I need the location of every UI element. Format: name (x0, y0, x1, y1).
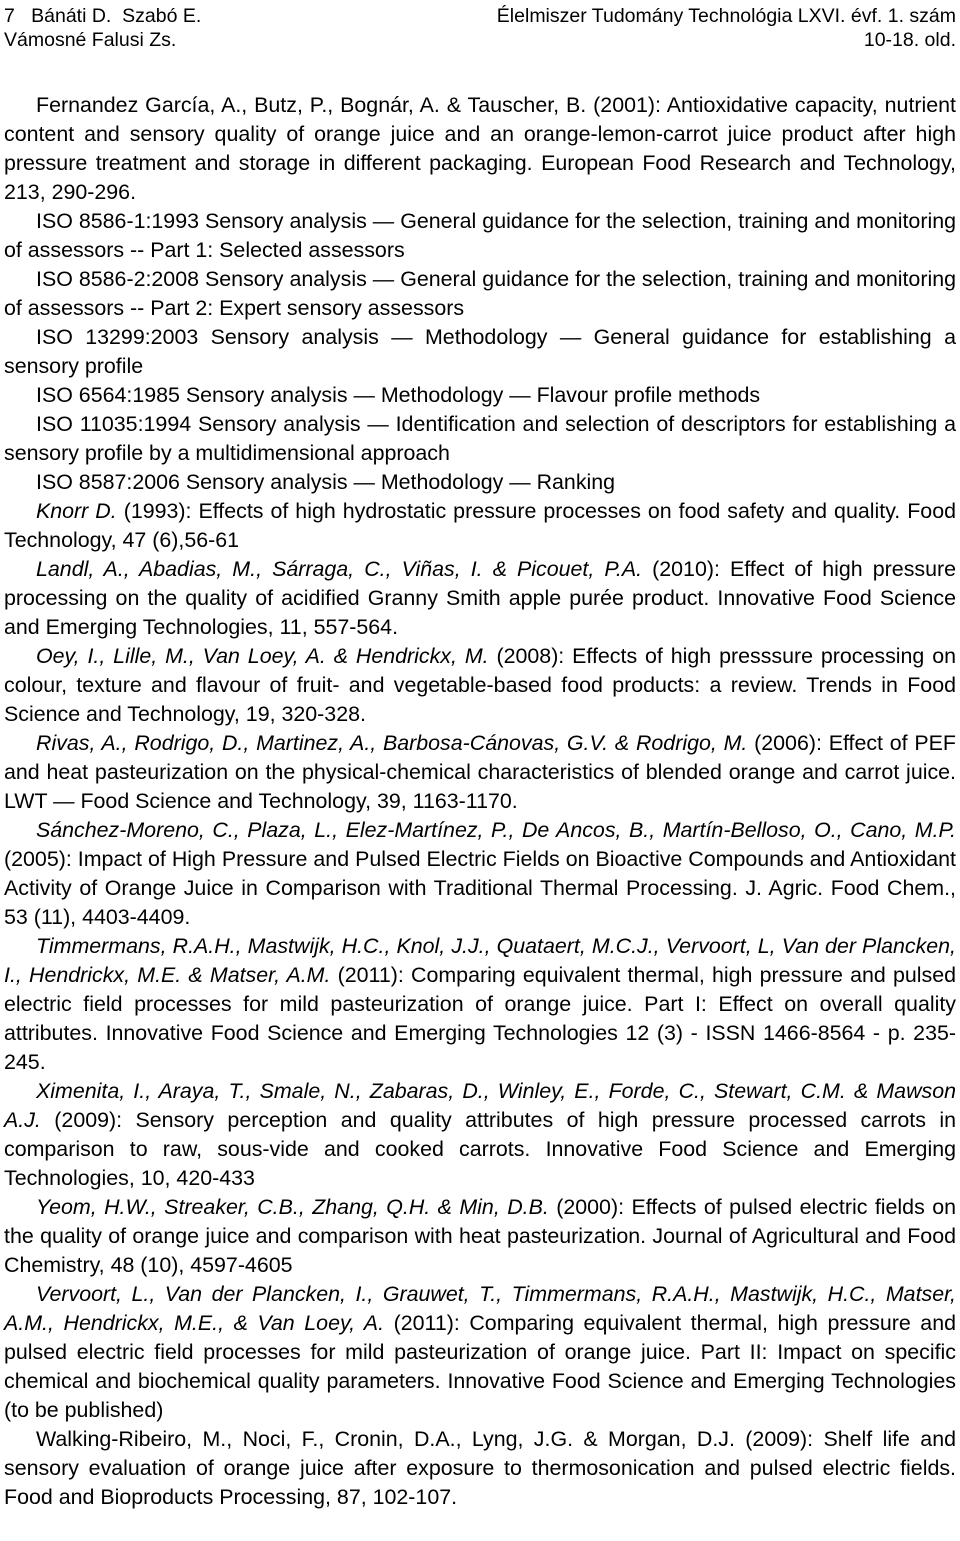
reference-text: (2000): Effects of pulsed electric fields on the quality of orange juice and comparison with heat pasteurization. Journal of Agricultural and Food Chemistry, 48 (10), 4597-4605 (4, 1195, 956, 1277)
reference-item (4, 468, 956, 497)
reference-authors: Yeom, H.W., Streaker, C.B., Zhang, Q.H. & Min, D.B. (36, 1195, 549, 1219)
reference-text: ISO 11035:1994 Sensory analysis — Identification and selection of descriptors for establishing a sensory profile by a multidimensional approach (4, 412, 956, 465)
reference-text: (1993): Effects of high hydrostatic pressure processes on food safety and quality. Food Technology, 47 (6),56-61 (4, 499, 956, 552)
reference-item (4, 381, 956, 410)
reference-text: ISO 6564:1985 Sensory analysis — Methodology — Flavour profile methods (36, 383, 761, 407)
reference-item (4, 1077, 956, 1193)
reference-authors: Timmermans, R.A.H., Mastwijk, H.C., Knol, J.J., Quataert, M.C.J., Vervoort, L, Van der Plancken, I., Hendrickx, M.E. & Matser, A.M. (4, 934, 956, 987)
reference-text: (2011): Comparing equivalent thermal, high pressure and pulsed electric field processes for mild pasteurization of orange juice. Part II: Impact on specific chemical and biochemical quality parameters. Innovative Food Science and Emerging Technologies (to be published) (4, 1311, 956, 1422)
reference-list (4, 91, 956, 1512)
reference-authors: Knorr D. (36, 499, 117, 523)
reference-authors: Landl, A., Abadias, M., Sárraga, C., Viñas, I. & Picouet, P.A. (36, 557, 643, 581)
page-number: 7 (4, 5, 15, 27)
header-authors-line2: Vámosné Falusi Zs. (4, 29, 177, 51)
header-left (4, 4, 207, 28)
reference-item (4, 816, 956, 932)
reference-item (4, 932, 956, 1077)
reference-text: (2009): Shelf life and sensory evaluation of orange juice after exposure to thermosonication and pulsed electric fields. Food and Bioproducts Processing, 87, 102-107. (4, 1427, 956, 1509)
reference-text: (2005): Impact of High Pressure and Pulsed Electric Fields on Bioactive Compounds and Antioxidant Activity of Orange Juice in Comparison with Traditional Thermal Processing. J. Agric. Food Chem., 53 (11), 4403-4409. (4, 847, 956, 929)
reference-text: (2006): Effect of PEF and heat pasteurization on the physical-chemical characteristics of blended orange and carrot juice. LWT — Food Science and Technology, 39, 1163-1170. (4, 731, 956, 813)
reference-item (4, 410, 956, 468)
reference-item (4, 1425, 956, 1512)
reference-text: ISO 8586-1:1993 Sensory analysis — General guidance for the selection, training and monitoring of assessors -- Part 1: Selected assessors (4, 209, 956, 262)
reference-text: (2010): Effect of high pressure processing on the quality of acidified Granny Smith apple purée product. Innovative Food Science and Emerging Technologies, 11, 557-564. (4, 557, 956, 639)
reference-text: ISO 8587:2006 Sensory analysis — Methodology — Ranking (36, 470, 616, 494)
reference-item (4, 265, 956, 323)
reference-authors: Ximenita, I., Araya, T., Smale, N., Zabaras, D., Winley, E., Forde, C., Stewart, C.M. & Mawson A.J. (4, 1079, 956, 1132)
reference-text: ISO 13299:2003 Sensory analysis — Methodology — General guidance for establishing a sensory profile (4, 325, 956, 378)
reference-authors: Fernandez García, A., Butz, P., Bognár, A. & Tauscher, B. (36, 93, 587, 117)
reference-item (4, 1193, 956, 1280)
reference-text: (2008): Effects of high presssure processing on colour, texture and flavour of fruit- and vegetable-based food products: a review. Trends in Food Science and Technology, 19, 320-328. (4, 644, 957, 726)
reference-authors: Rivas, A., Rodrigo, D., Martinez, A., Barbosa-Cánovas, G.V. & Rodrigo, M. (36, 731, 748, 755)
reference-item (4, 729, 956, 816)
page-header (4, 4, 956, 52)
reference-item (4, 497, 956, 555)
reference-item (4, 642, 956, 729)
reference-authors: Oey, I., Lille, M., Van Loey, A. & Hendrickx, M. (36, 644, 489, 668)
reference-item (4, 555, 956, 642)
reference-authors: Vervoort, L., Van der Plancken, I., Grauwet, T., Timmermans, R.A.H., Mastwijk, H.C., Matser, A.M., Hendrickx, M.E., & Van Loey, A. (4, 1282, 956, 1335)
journal-title: Élelmiszer Tudomány Technológia LXVI. évf. 1. szám (496, 5, 956, 27)
reference-item (4, 323, 956, 381)
reference-text: (2009): Sensory perception and quality attributes of high pressure processed carrots in comparison to raw, sous-vide and cooked carrots. Innovative Food Science and Emerging Technologies, 10, 420-433 (4, 1108, 956, 1190)
reference-item (4, 91, 956, 207)
reference-text: ISO 8586-2:2008 Sensory analysis — General guidance for the selection, training and monitoring of assessors -- Part 2: Expert sensory assessors (4, 267, 956, 320)
reference-text: (2001): Antioxidative capacity, nutrient content and sensory quality of orange juice and an orange-lemon-carrot juice product after high pressure treatment and storage in different packaging. European Food Research and Technology, 213, 290-296. (4, 93, 956, 204)
reference-authors: Sánchez-Moreno, C., Plaza, L., Elez-Martínez, P., De Ancos, B., Martín-Belloso, O., Cano, M.P. (36, 818, 956, 842)
reference-authors: Walking-Ribeiro, M., Noci, F., Cronin, D.A., Lyng, J.G. & Morgan, D.J. (36, 1427, 735, 1451)
header-authors-line1: Bánáti D. Szabó E. (31, 5, 207, 27)
reference-item (4, 1280, 956, 1425)
page-range: 10-18. old. (863, 29, 956, 51)
reference-item (4, 207, 956, 265)
reference-text: (2011): Comparing equivalent thermal, high pressure and pulsed electric field processes for mild pasteurization of orange juice. Part I: Effect on overall quality attributes. Innovative Food Science and Emerging Technologies 12 (3) - ISSN 1466-8564 - p. 235-245. (4, 963, 956, 1074)
